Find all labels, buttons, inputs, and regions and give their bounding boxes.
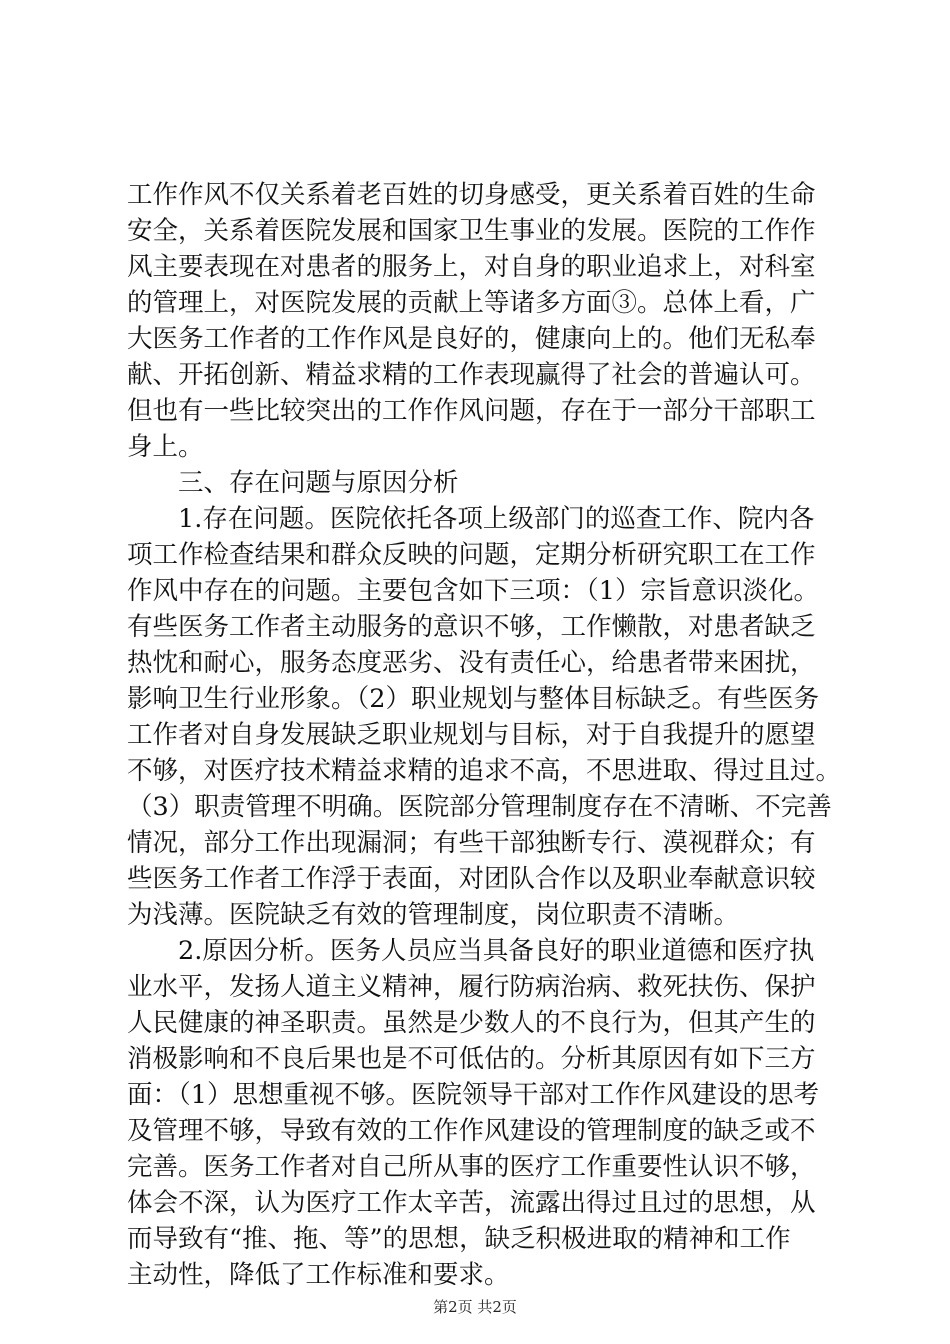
text-line: （3）职责管理不明确。医院部分管理制度存在不清晰、不完善 bbox=[127, 792, 832, 822]
text-line: 献、开拓创新、精益求精的工作表现赢得了社会的普遍认可。 bbox=[127, 360, 816, 390]
text-line: 工作作风不仅关系着老百姓的切身感受，更关系着百姓的生命 bbox=[127, 180, 816, 210]
text-line: 不够，对医疗技术精益求精的追求不高，不思进取、得过且过。 bbox=[127, 756, 842, 786]
text-line: 身上。 bbox=[127, 432, 204, 462]
text-line: 风主要表现在对患者的服务上，对自身的职业追求上，对科室 bbox=[127, 252, 816, 282]
text-line: 及管理不够，导致有效的工作作风建设的管理制度的缺乏或不 bbox=[127, 1116, 816, 1146]
page-footer: 第2页 共2页 bbox=[433, 1298, 517, 1316]
text-line: 为浅薄。医院缺乏有效的管理制度，岗位职责不清晰。 bbox=[127, 900, 740, 930]
text-line: 而导致有“推、拖、等”的思想，缺乏积极进取的精神和工作 bbox=[127, 1224, 791, 1254]
text-line: 体会不深，认为医疗工作太辛苦，流露出得过且过的思想，从 bbox=[127, 1188, 816, 1218]
text-line: 热忱和耐心，服务态度恶劣、没有责任心，给患者带来困扰， bbox=[127, 648, 816, 678]
text-line: 工作者对自身发展缺乏职业规划与目标，对于自我提升的愿望 bbox=[127, 720, 816, 750]
text-line: 作风中存在的问题。主要包含如下三项：（1）宗旨意识淡化。 bbox=[127, 576, 819, 606]
text-line: 2.原因分析。医务人员应当具备良好的职业道德和医疗执 bbox=[178, 936, 815, 966]
text-line: 1.存在问题。医院依托各项上级部门的巡查工作、院内各 bbox=[178, 504, 815, 534]
text-line: 大医务工作者的工作作风是良好的，健康向上的。他们无私奉 bbox=[127, 324, 816, 354]
text-line: 项工作检查结果和群众反映的问题，定期分析研究职工在工作 bbox=[127, 540, 816, 570]
text-line: 主动性，降低了工作标准和要求。 bbox=[127, 1260, 510, 1290]
text-line: 些医务工作者工作浮于表面，对团队合作以及职业奉献意识较 bbox=[127, 864, 816, 894]
section-heading: 三、存在问题与原因分析 bbox=[178, 468, 459, 498]
text-line: 影响卫生行业形象。（2）职业规划与整体目标缺乏。有些医务 bbox=[127, 684, 819, 714]
text-line: 消极影响和不良后果也是不可低估的。分析其原因有如下三方 bbox=[127, 1044, 816, 1074]
text-line: 情况，部分工作出现漏洞；有些干部独断专行、漠视群众；有 bbox=[127, 828, 816, 858]
text-line: 有些医务工作者主动服务的意识不够，工作懒散，对患者缺乏 bbox=[127, 612, 816, 642]
text-line: 人民健康的神圣职责。虽然是少数人的不良行为，但其产生的 bbox=[127, 1008, 816, 1038]
text-line: 面：（1）思想重视不够。医院领导干部对工作作风建设的思考 bbox=[127, 1080, 819, 1110]
text-line: 但也有一些比较突出的工作作风问题，存在于一部分干部职工 bbox=[127, 396, 816, 426]
text-line: 业水平，发扬人道主义精神，履行防病治病、救死扶伤、保护 bbox=[127, 972, 816, 1002]
text-line: 的管理上，对医院发展的贡献上等诸多方面③。总体上看，广 bbox=[127, 288, 816, 318]
text-line: 完善。医务工作者对自己所从事的医疗工作重要性认识不够， bbox=[127, 1152, 816, 1182]
text-line: 安全，关系着医院发展和国家卫生事业的发展。医院的工作作 bbox=[127, 216, 816, 246]
